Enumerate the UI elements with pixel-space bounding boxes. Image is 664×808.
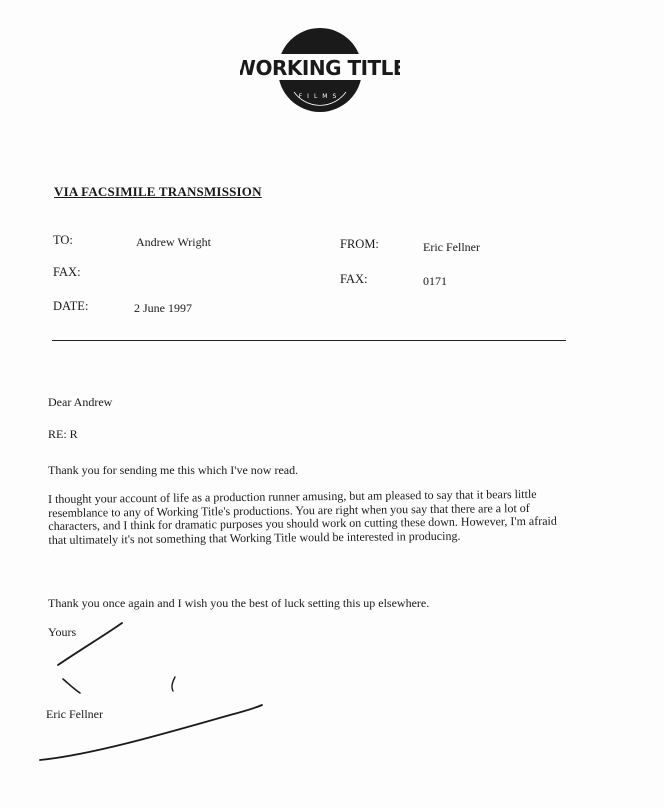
logo-subtext: FILMS bbox=[298, 93, 342, 100]
re-line: RE: R bbox=[48, 427, 78, 441]
fax-label-from: FAX: bbox=[340, 272, 368, 286]
fax-heading: VIA FACSIMILE TRANSMISSION bbox=[54, 184, 262, 199]
header-divider bbox=[52, 340, 566, 341]
paragraph-1: Thank you for sending me this which I've now read. bbox=[48, 463, 299, 477]
from-label: FROM: bbox=[340, 237, 379, 251]
to-label: TO: bbox=[53, 233, 73, 247]
logo-text: WORKING TITLE bbox=[240, 56, 400, 80]
closing: Yours bbox=[48, 625, 77, 639]
date-value: 2 June 1997 bbox=[134, 301, 192, 315]
from-value: Eric Fellner bbox=[423, 240, 480, 254]
date-label: DATE: bbox=[53, 299, 89, 313]
signature-name: Eric Fellner bbox=[46, 707, 103, 721]
to-value: Andrew Wright bbox=[136, 235, 211, 249]
working-title-logo bbox=[240, 20, 400, 120]
fax-value-from: 0171 bbox=[423, 274, 447, 288]
fax-label-to: FAX: bbox=[53, 265, 81, 279]
salutation: Dear Andrew bbox=[48, 395, 113, 409]
paragraph-2: I thought your account of life as a production runner amusing, but am pleased to say that it bears little resemblance to any of Working Title's productions. You are right when you say that there are a lot of characters, and I think for dramatic purposes you should work on cutting these down. However, I'm afraid that ultimately it's not something that Working Title would be interested in producing. bbox=[47, 486, 557, 547]
paragraph-3: Thank you once again and I wish you the best of luck setting this up elsewhere. bbox=[48, 596, 430, 610]
handwritten-signature-icon bbox=[30, 615, 270, 775]
